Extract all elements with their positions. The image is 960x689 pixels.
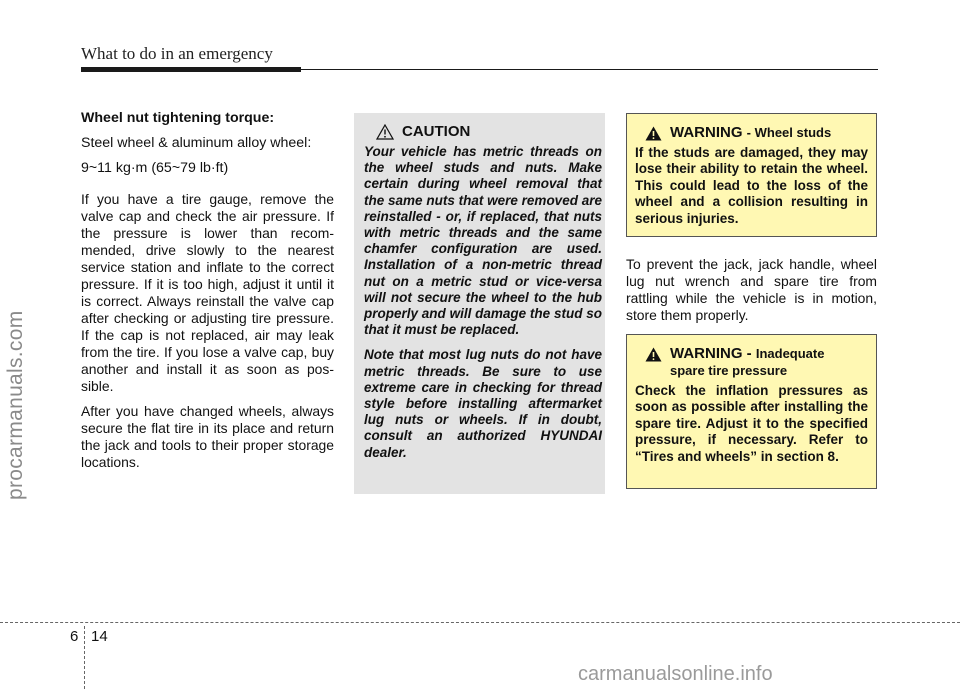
warning-subtitle-line1: Inadequate bbox=[755, 346, 825, 361]
warning-header bbox=[645, 345, 868, 379]
caution-paragraph-2: Note that most lug nuts do not have metric threads. Be sure to use extreme care in checking for thread style before installing aftermarket lug nuts or wheels. If in doubt, consult an authorized HYUNDAI dealer. bbox=[364, 347, 602, 460]
tire-gauge-paragraph: If you have a tire gauge, remove the valve cap and check the air pressure. If the pressure is lower than recommended, drive slowly to the nearest service station and inflate to the correct pressure. If it is too high, adjust it until it is correct. Always reinstall the valve cap after checking or adjusting tire pressure. If the cap is not replaced, air may leak from the tire. If you lose a valve cap, buy another and install it as soon as possible. bbox=[81, 191, 334, 394]
warning-text: If the studs are damaged, they may lose their ability to retain the wheel. This could lead to the loss of the wheel and a collision resulting in serious injuries. bbox=[635, 145, 868, 226]
warning-subtitle-line2: spare tire pressure bbox=[670, 363, 788, 378]
warning-box-spare-pressure bbox=[626, 334, 877, 489]
page-header-title: What to do in an emergency bbox=[81, 44, 273, 63]
warning-title: WARNING - bbox=[670, 345, 752, 362]
column-left bbox=[81, 110, 334, 479]
caution-header bbox=[376, 123, 602, 140]
bottom-watermark: carmanualsonline.info bbox=[578, 663, 773, 685]
caution-title: CAUTION bbox=[402, 123, 471, 140]
page-number: 14 bbox=[91, 628, 108, 645]
warning-header bbox=[645, 124, 868, 141]
header-bar bbox=[81, 67, 301, 72]
footer-rule bbox=[0, 622, 960, 623]
storage-paragraph: After you have changed wheels, always secure the flat tire in its place and return the jack and tools to their proper storage locations. bbox=[81, 403, 334, 470]
warning-triangle-icon bbox=[645, 347, 662, 362]
warning-title: WARNING bbox=[670, 124, 743, 141]
torque-heading: Wheel nut tightening torque: bbox=[81, 110, 275, 126]
warning-subtitle: - Wheel studs bbox=[746, 125, 832, 140]
caution-paragraph-1: Your vehicle has metric threads on the wheel studs and nuts. Make certain during wheel removal that the same nuts that were removed are reinstalled - or, if replaced, that nuts with metric threads and the same chamfer configuration are used. Installation of a non-metric thread nut on a metric stud or vice-versa will not secure the wheel to the hub properly and will damage the stud so that it must be replaced. bbox=[364, 144, 602, 338]
footer-divider bbox=[84, 626, 85, 689]
warning-box-wheel-studs bbox=[626, 113, 877, 237]
warning-triangle-icon bbox=[645, 126, 662, 141]
torque-wheel-type: Steel wheel & aluminum alloy wheel: bbox=[81, 135, 312, 151]
store-tools-paragraph: To prevent the jack, jack handle, wheel lug nut wrench and spare tire from rattling while the vehicle is in motion, store them properly. bbox=[626, 256, 877, 323]
chapter-number: 6 bbox=[70, 628, 79, 645]
side-watermark: procarmanuals.com bbox=[4, 310, 27, 500]
torque-value: 9~11 kg·m (65~79 lb·ft) bbox=[81, 160, 229, 176]
warning-text: Check the inflation pressures as soon as possible after installing the spare tire. Adjust it to the specified pressure, if necessary. Refer to “Tires and wheels” in section 8. bbox=[635, 383, 868, 464]
caution-box bbox=[354, 113, 605, 494]
caution-triangle-icon bbox=[376, 124, 394, 140]
header-rule bbox=[300, 69, 878, 70]
